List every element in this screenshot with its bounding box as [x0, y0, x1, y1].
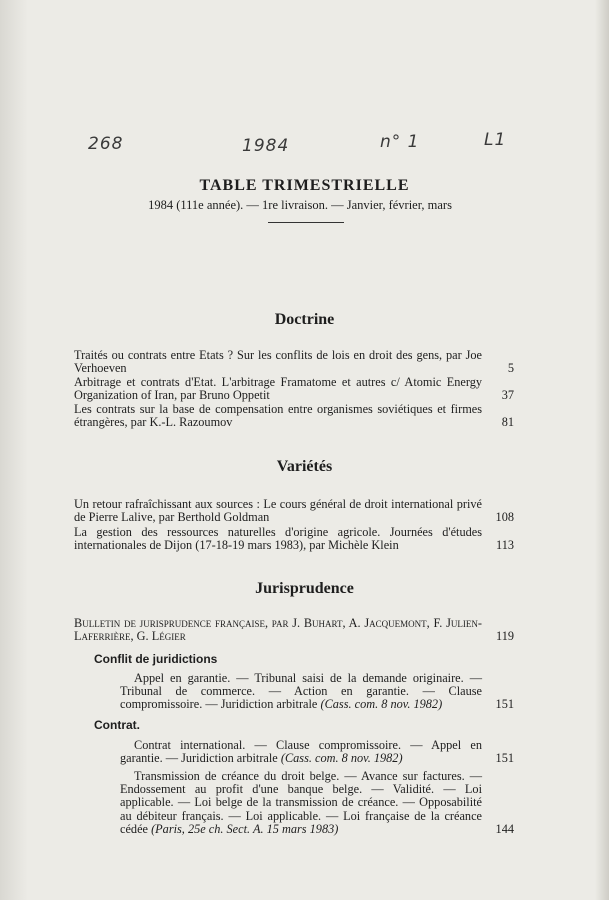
toc-entry-text: La gestion des ressources naturelles d'origine agricole. Journées d'études internationales de Dijon (17-18-19 mars 1983), par Michèle Klein — [74, 525, 482, 553]
toc-page-number: 108 — [495, 510, 514, 525]
toc-entry-text: Bulletin de jurisprudence française, par J. Buhart, A. Jacquemont, F. Julien-Laferrière, G. Légier — [74, 616, 482, 644]
toc-entry[interactable] — [120, 672, 514, 712]
subsection-heading: Conflit de juridictions — [94, 652, 218, 666]
toc-entry[interactable] — [74, 376, 514, 402]
toc-entry[interactable] — [74, 526, 514, 552]
case-citation: (Paris, 25e ch. Sect. A. 15 mars 1983) — [151, 821, 339, 836]
toc-page-number: 151 — [495, 751, 514, 766]
toc-entry-bulletin[interactable] — [74, 617, 514, 643]
toc-entry[interactable] — [120, 739, 514, 765]
toc-entry-text: Traités ou contrats entre Etats ? Sur les conflits de lois en droit des gens, par Joe Verhoeven — [74, 348, 482, 376]
toc-entry-text: Transmission de créance du droit belge. — Avance sur factures. — Endossement au profit d'une banque belge. — Validité. — Loi applicable. — Loi belge de la transmission de créance. — Opposabilité au débiteur français. — Loi applicable. — Loi française de la créance cédée (Paris, 25e ch. Sect. A. 15 mars 1983) — [120, 769, 482, 836]
title-rule — [268, 222, 344, 223]
section-heading-varietes: Variétés — [276, 458, 333, 475]
section-heading-jurisprudence: Jurisprudence — [255, 580, 354, 597]
toc-entry-text: Un retour rafraîchissant aux sources : Le cours général de droit international privé de Pierre Lalive, par Berthold Goldman — [74, 497, 482, 525]
subsection-heading: Contrat. — [94, 718, 140, 732]
case-citation: (Cass. com. 8 nov. 1982) — [280, 751, 403, 766]
toc-entry-text: Contrat international. — Clause compromissoire. — Appel en garantie. — Juridiction arbitrale (Cass. com. 8 nov. 1982) — [120, 738, 482, 766]
page-edge-shadow — [0, 0, 28, 900]
toc-page-number: 119 — [496, 629, 514, 644]
toc-entry[interactable] — [74, 349, 514, 375]
handwritten-note: 1984 — [242, 136, 290, 156]
handwritten-note: 268 — [88, 134, 124, 154]
handwritten-note: L1 — [484, 130, 507, 150]
section-heading-doctrine: Doctrine — [274, 311, 335, 328]
page-title: TABLE TRIMESTRIELLE — [199, 177, 410, 194]
toc-entry-text: Arbitrage et contrats d'Etat. L'arbitrage Framatome et autres c/ Atomic Energy Organization of Iran, par Bruno Oppetit — [74, 375, 482, 403]
toc-entry[interactable] — [74, 403, 514, 429]
toc-entry[interactable] — [74, 498, 514, 524]
toc-entry[interactable] — [120, 770, 514, 836]
toc-entry-text: Appel en garantie. — Tribunal saisi de la demande originaire. — Tribunal de commerce. — Action en garantie. — Clause compromissoire. — Juridiction arbitrale (Cass. com. 8 nov. 1982) — [120, 671, 482, 712]
page-edge-shadow — [595, 0, 609, 900]
issue-subtitle: 1984 (111e année). — 1re livraison. — Janvier, février, mars — [148, 198, 452, 212]
toc-entry-text: Les contrats sur la base de compensation entre organismes soviétiques et firmes étrangères, par K.-L. Razoumov — [74, 402, 482, 430]
case-citation: (Cass. com. 8 nov. 1982) — [320, 697, 443, 712]
toc-page-number: 113 — [496, 538, 514, 553]
toc-page-number: 81 — [501, 415, 514, 430]
toc-page-number: 144 — [495, 821, 514, 836]
toc-page-number: 37 — [501, 388, 514, 403]
toc-page-number: 151 — [495, 697, 514, 712]
handwritten-note: n° 1 — [380, 132, 420, 152]
toc-page-number: 5 — [507, 361, 514, 376]
